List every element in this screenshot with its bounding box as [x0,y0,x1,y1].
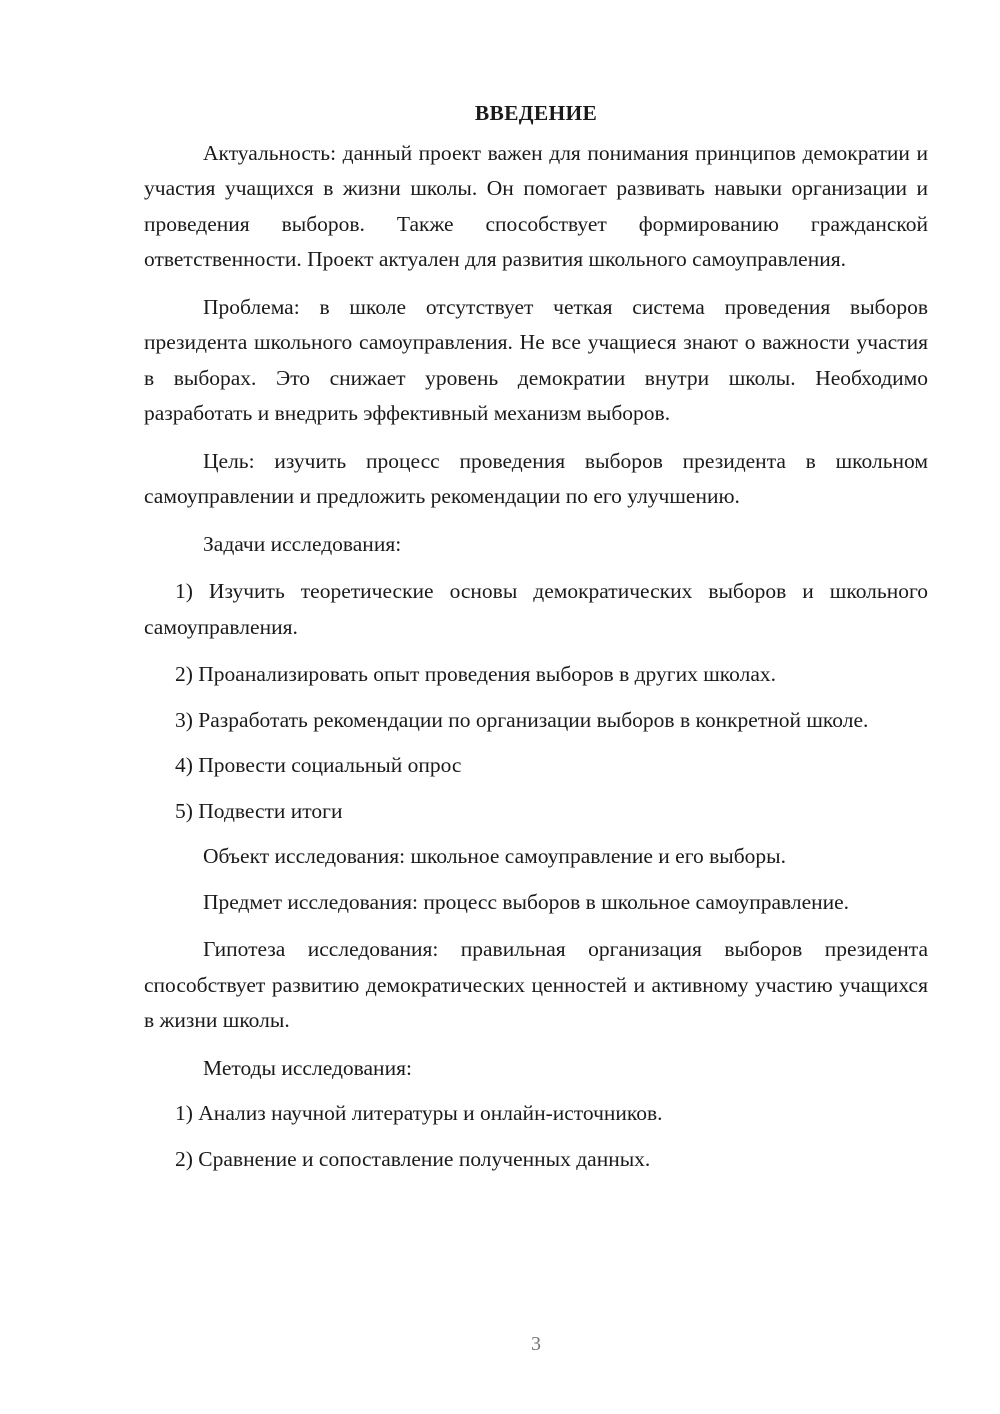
tasks-title: Задачи исследования: [203,531,402,556]
method-item-2: 2) Сравнение и сопоставление полученных данных. [175,1146,651,1171]
task-item-4: 4) Провести социальный опрос [175,753,462,777]
hypothesis-paragraph: Гипотеза исследования: правильная организация выборов президента способствует развитию демократических ценностей и активному участию учащихся в жизни школы. [144,937,928,1032]
relevance-paragraph: Актуальность: данный проект важен для понимания принципов демократии и участия учащихся в жизни школы. Он помогает развивать навыки организации и проведения выборов. Также способствует формированию гражданской ответственности. Проект актуален для развития школьного самоуправления. [144,140,928,271]
method-item-1: 1) Анализ научной литературы и онлайн-источников. [175,1101,663,1125]
task-item-2: 2) Проанализировать опыт проведения выборов в других школах. [175,662,776,686]
section-heading: ВВЕДЕНИЕ [474,101,598,125]
problem-paragraph: Проблема: в школе отсутствует четкая система проведения выборов президента школьного самоуправления. Не все учащиеся знают о важности участия в выборах. Это снижает уровень демократии внутри школы. Необходимо разработать и внедрить эффективный механизм выборов. [144,294,928,425]
goal-paragraph: Цель: изучить процесс проведения выборов президента в школьном самоуправлении и предложить рекомендации по его улучшению. [144,448,928,508]
task-item-5: 5) Подвести итоги [175,798,343,823]
task-item-3: 3) Разработать рекомендации по организации выборов в конкретной школе. [175,707,869,732]
task-item-1: 1) Изучить теоретические основы демократических выборов и школьного самоуправления. [144,579,928,639]
subject-paragraph: Предмет исследования: процесс выборов в школьное самоуправление. [203,889,850,914]
object-paragraph: Объект исследования: школьное самоуправление и его выборы. [203,844,786,868]
page-content [144,96,928,1177]
page-number: 3 [531,1333,541,1355]
methods-title: Методы исследования: [203,1055,412,1080]
